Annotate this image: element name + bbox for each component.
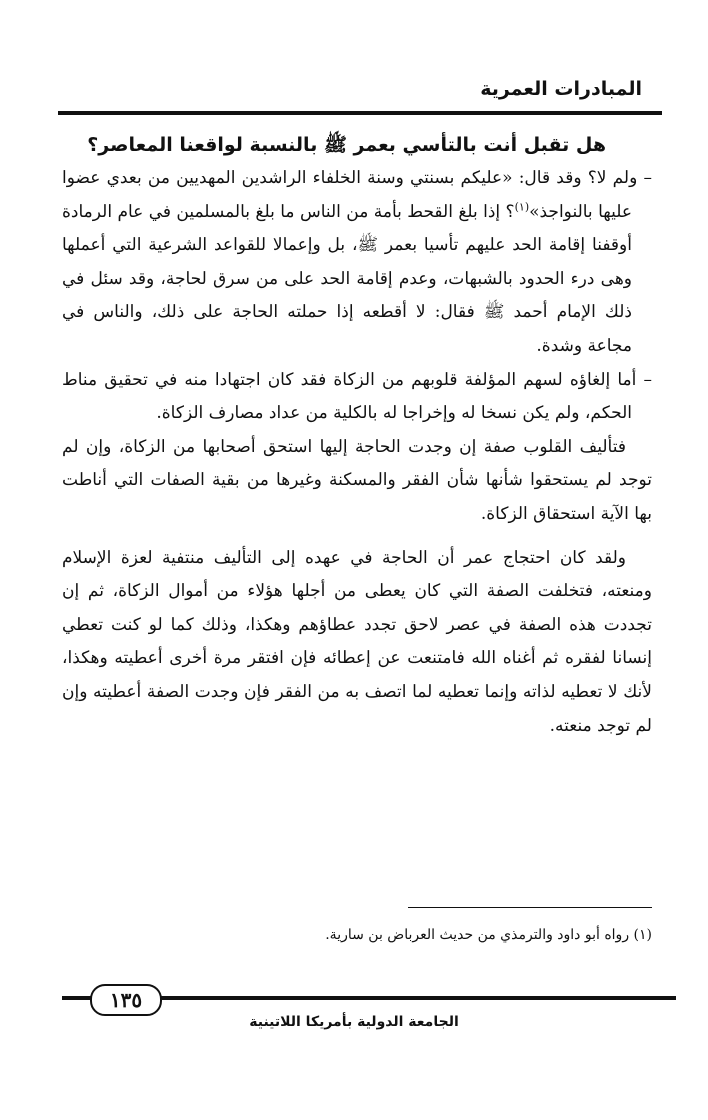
paragraph-1 xyxy=(62,162,652,364)
publisher-name: الجامعة الدولية بأمريكا اللاتينية xyxy=(249,1014,459,1030)
footnote-reference: (١) xyxy=(514,199,530,213)
footnote: (١) رواه أبو داود والترمذي من حديث العرباض بن سارية. xyxy=(325,927,652,943)
paragraph-4: ولقد كان احتجاج عمر أن الحاجة في عهده إلى التأليف منتفية لعزة الإسلام ومنعته، فتخلفت الصفة التي كان يعطى من أجلها هؤلاء من أموال الزكاة، ثم إن تجددت هذه الصفة في عصر لاحق تجدد عطاؤهم وهكذا، وذلك كما لو كنت تعطي إنسانا لفقره ثم أغناه الله فامتنعت عن إعطائه فإن افتقر مرة أخرى أعطيته وهكذا، لأنك لا تعطيه لذاته وإنما تعطيه لما اتصف به من الفقر فإن وجدت الصفة أعطيته وإن لم توجد منعته. xyxy=(62,547,652,736)
paragraph-2: – أما إلغاؤه لسهم المؤلفة قلوبهم من الزكاة فقد كان اجتهادا منه في تحقيق مناط الحكم، ولم يكن نسخا له وإخراجا له بالكلية من عداد مصارف الزكاة. xyxy=(62,369,652,424)
footnote-rule xyxy=(408,907,652,908)
header-rule xyxy=(58,111,662,115)
paragraph-1-rest: ؟ إذا بلغ القحط بأمة من الناس ما بلغ بالمسلمين في عام الرمادة أوقفنا إقامة الحد عليهم تأسيا بعمر ﷺ، بل وإعمالا للقواعد الشرعية التي أعملها وهى درء الحدود بالشبهات، وعدم إقامة الحد على من سرق لحاجة، وقد سئل في ذلك الإمام أحمد ﷺ فقال: لا أقطعه إذا حملته الحاجة على ذلك، والناس في مجاعة وشدة. xyxy=(62,201,632,356)
paragraph-3: فتأليف القلوب صفة إن وجدت الحاجة إليها استحق أصحابها من الزكاة، وإن لم توجد لم يستحقوا شأنها شأن الفقر والمسكنة وغيرها من بقية الصفات التي أناطت بها الآية استحقاق الزكاة. xyxy=(62,436,652,524)
footer-rule xyxy=(150,996,676,1000)
main-text xyxy=(62,128,652,743)
footer-rule-tail xyxy=(62,996,92,1000)
paragraph-1-start: – ولم لا؟ وقد قال: «عليكم بسنتي وسنة الخلفاء الراشدين المهديين من بعدي عضوا عليها بالنواجذ» xyxy=(62,168,652,222)
running-header: المبادرات العمرية xyxy=(480,78,642,100)
page-number: ١٣٥ xyxy=(90,984,162,1016)
section-heading: هل تقبل أنت بالتأسي بعمر ﷺ بالنسبة لواقعنا المعاصر؟ xyxy=(87,134,606,156)
